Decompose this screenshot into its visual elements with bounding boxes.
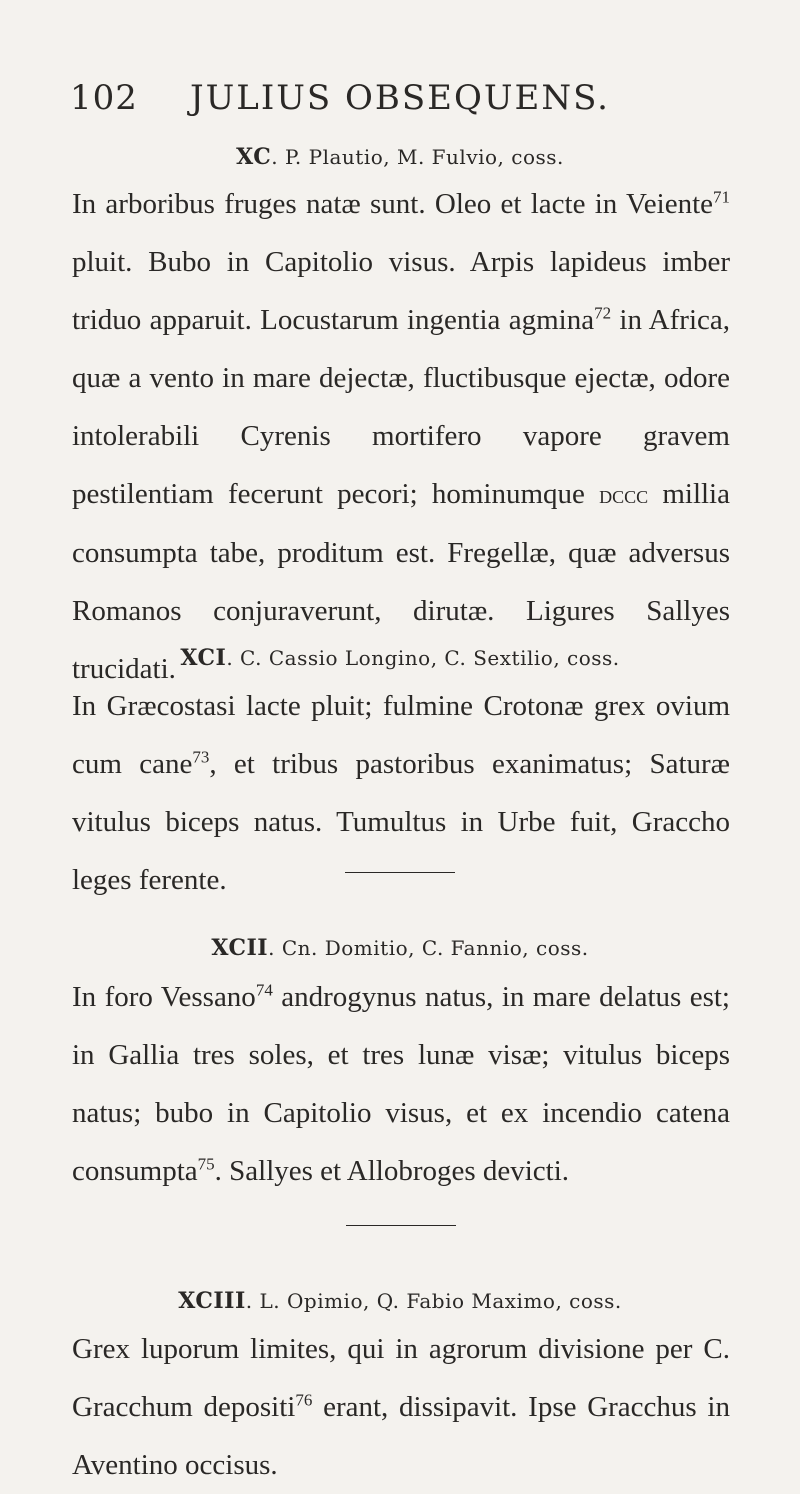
section-divider (346, 1225, 456, 1226)
text-run: erant, dissipavit. Ipse Gracchus in Aventino occisus. (72, 1391, 730, 1481)
text-run: , et tribus pastoribus exanimatus; Saturæ vitulus biceps natus. Tumultus in Urbe fuit, Gracchо leges ferente. (72, 748, 731, 896)
section-text-xci (72, 677, 730, 909)
section-consuls: C. Cassio Longino, C. Sextilio, coss. (240, 646, 620, 670)
text-run: In arboribus fruges natæ sunt. Oleo et lacte in Veiente (72, 188, 713, 220)
section-numeral: XC (236, 144, 272, 170)
section-numeral: XCIII (178, 1288, 246, 1314)
section-text-xc (72, 175, 730, 698)
text-run: In foro Vessano (72, 981, 256, 1013)
section-heading-xci: XCI. C. Cassio Longino, C. Sextilio, coss. (180, 645, 620, 671)
footnote-ref: 74 (255, 980, 273, 1000)
section-numeral: XCII (211, 935, 269, 961)
section-numeral: XCI (180, 645, 227, 671)
section-text-xcii (72, 968, 730, 1200)
section-heading-xc: XC. P. Plautio, M. Fulvio, coss. (236, 144, 564, 170)
text-run: in Africa, quæ a vento in mare dejectæ, fluctibusque ejectæ, odore intolerabili Cyrenis mortifero vapore gravem pestilentiam fecerunt pecori; hominumque (72, 304, 730, 510)
text-run: pluit. Bubo in Capitolio visus. Arpis lapideus imber triduo apparuit. Locustarum ingentia agmina (72, 246, 730, 336)
page-number: 102 (70, 78, 138, 118)
section-consuls: L. Opimio, Q. Fabio Maximo, coss. (259, 1289, 622, 1313)
text-run: In Græcostasi lacte pluit; fulmine Crotonæ grex ovium cum cane (72, 690, 730, 780)
footnote-ref: 76 (295, 1390, 313, 1410)
section-consuls: Cn. Domitio, C. Fannio, coss. (281, 936, 589, 960)
footnote-ref: 71 (713, 187, 730, 207)
section-text-xciii (72, 1320, 730, 1494)
section-divider (345, 872, 455, 873)
running-title: JULIUS OBSEQUENS. (189, 78, 610, 118)
footnote-ref: 73 (192, 747, 210, 767)
roman-numeral: dccc (599, 480, 649, 509)
text-run: androgynus natus, in mare delatus est; in Gallia tres soles, et tres lunæ visæ; vitulus biceps natus; bubo in Capitolio visus, et ex incendio catena consumpta (72, 981, 730, 1187)
text-run: . Sallyes et Allobroges devicti. (214, 1155, 570, 1187)
section-consuls: P. Plautio, M. Fulvio, coss. (285, 145, 564, 169)
footnote-ref: 75 (197, 1154, 215, 1174)
section-heading-xciii: XCIII. L. Opimio, Q. Fabio Maximo, coss. (178, 1288, 622, 1314)
footnote-ref: 72 (594, 303, 612, 323)
section-heading-xcii: XCII. Cn. Domitio, C. Fannio, coss. (211, 935, 589, 961)
text-run: millia consumpta tabe, proditum est. Fregellæ, quæ adversus Romanos conjuraverunt, dirutæ. Ligures Sallyes trucidati. (72, 478, 730, 685)
text-run: Grex luporum limites, qui in agrorum divisione per C. Gracchum depositi (72, 1333, 730, 1423)
running-head (70, 78, 730, 122)
